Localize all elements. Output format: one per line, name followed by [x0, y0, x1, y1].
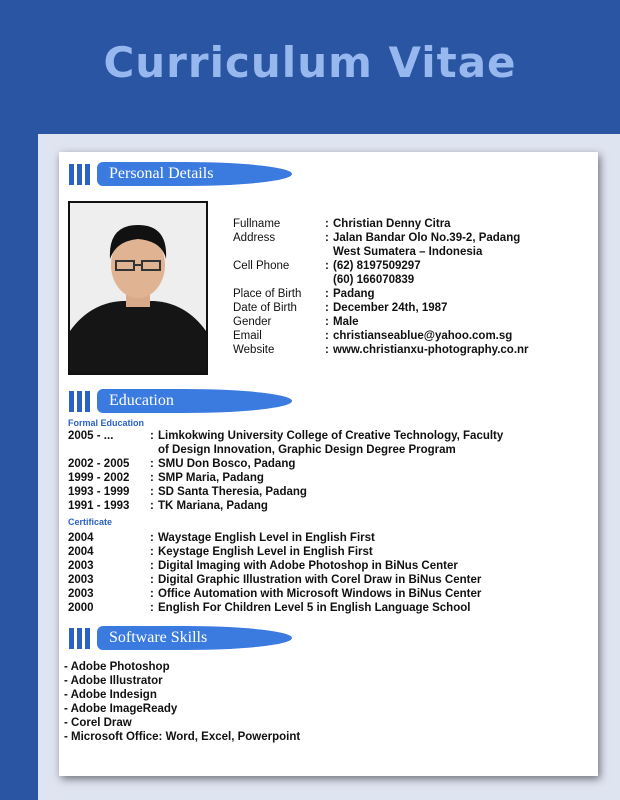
- cv-paper: [59, 152, 598, 776]
- list-item: - Adobe Indesign: [64, 689, 157, 701]
- value-email: christianseablue@yahoo.com.sg: [333, 330, 513, 342]
- section-header-education: [69, 389, 285, 413]
- header-bar: [85, 164, 90, 185]
- value-gender: Male: [333, 316, 359, 328]
- header-bar: [77, 628, 82, 649]
- list-item: - Adobe ImageReady: [64, 703, 178, 715]
- section-title-personal: Personal Details: [109, 165, 214, 182]
- section-title-software: Software Skills: [109, 629, 208, 646]
- list-item: 2002 - 2005 : SMU Don Bosco, Padang: [68, 458, 296, 470]
- list-item: 2000 : English For Children Level 5 in English Language School: [68, 602, 471, 614]
- label-gender: Gender: [233, 316, 272, 328]
- software-skills-list: [64, 660, 300, 744]
- list-item: 2003 : Office Automation with Microsoft Windows in BiNus Center: [68, 588, 482, 600]
- value-fullname: Christian Denny Citra: [333, 218, 451, 230]
- list-item: - Microsoft Office: Word, Excel, Powerpoint: [64, 731, 301, 743]
- value-website: www.christianxu-photography.co.nr: [333, 344, 529, 356]
- value-cell-2: (60) 166070839: [333, 274, 415, 286]
- personal-details: Fullname : Christian Denny Citra Address : Jalan Bandar Olo No.39-2, Padang West Sumatera – Indonesia Cell Phone : (62) 8197509297 (60) 166070839 Place of Birth : Padang Date of Birth : December 24th, 1987 Gender : Male Email : christianseablue@yahoo.com.sg Website : www.christianxu-photography.co.nr: [233, 217, 583, 357]
- label-email: Email: [233, 330, 262, 342]
- header-bar: [85, 628, 90, 649]
- label-website: Website: [233, 344, 275, 356]
- certificate-label: Certificate: [68, 517, 113, 527]
- label-address: Address: [233, 232, 276, 244]
- label-birthplace: Place of Birth: [233, 288, 302, 300]
- value-address-line1: Jalan Bandar Olo No.39-2, Padang: [333, 232, 521, 244]
- formal-education-list: [68, 429, 588, 513]
- profile-photo: [68, 201, 208, 375]
- list-item: of Design Innovation, Graphic Design Degree Program: [158, 444, 456, 456]
- header-bar: [77, 164, 82, 185]
- label-cell: Cell Phone: [233, 260, 290, 272]
- list-item: 1999 - 2002 : SMP Maria, Padang: [68, 472, 264, 484]
- list-item: 1993 - 1999 : SD Santa Theresia, Padang: [68, 486, 307, 498]
- value-address-line2: West Sumatera – Indonesia: [333, 246, 483, 258]
- certificate-list: [68, 531, 588, 615]
- section-header-software: [69, 626, 285, 650]
- section-header-personal: [69, 162, 285, 186]
- value-cell-1: (62) 8197509297: [333, 260, 421, 272]
- header-bar: [85, 391, 90, 412]
- list-item: - Adobe Photoshop: [64, 661, 170, 673]
- list-item: 2004 : Waystage English Level in English First: [68, 532, 375, 544]
- list-item: 1991 - 1993 : TK Mariana, Padang: [68, 500, 268, 512]
- label-fullname: Fullname: [233, 218, 281, 230]
- list-item: 2005 - ... : Limkokwing University College of Creative Technology, Faculty: [68, 430, 504, 442]
- header-bar: [69, 164, 74, 185]
- cv-title: Curriculum Vitae: [103, 38, 517, 87]
- person-silhouette-icon: [70, 203, 206, 373]
- list-item: 2003 : Digital Graphic Illustration with Corel Draw in BiNus Center: [68, 574, 482, 586]
- list-item: - Corel Draw: [64, 717, 132, 729]
- value-birthplace: Padang: [333, 288, 375, 300]
- formal-education-label: Formal Education: [68, 418, 145, 428]
- list-item: 2003 : Digital Imaging with Adobe Photoshop in BiNus Center: [68, 560, 458, 572]
- value-birthdate: December 24th, 1987: [333, 302, 448, 314]
- label-birthdate: Date of Birth: [233, 302, 297, 314]
- header-bar: [69, 628, 74, 649]
- header-bar: [69, 391, 74, 412]
- list-item: 2004 : Keystage English Level in English First: [68, 546, 373, 558]
- list-item: - Adobe Illustrator: [64, 675, 163, 687]
- section-title-education: Education: [109, 392, 174, 409]
- header-bar: [77, 391, 82, 412]
